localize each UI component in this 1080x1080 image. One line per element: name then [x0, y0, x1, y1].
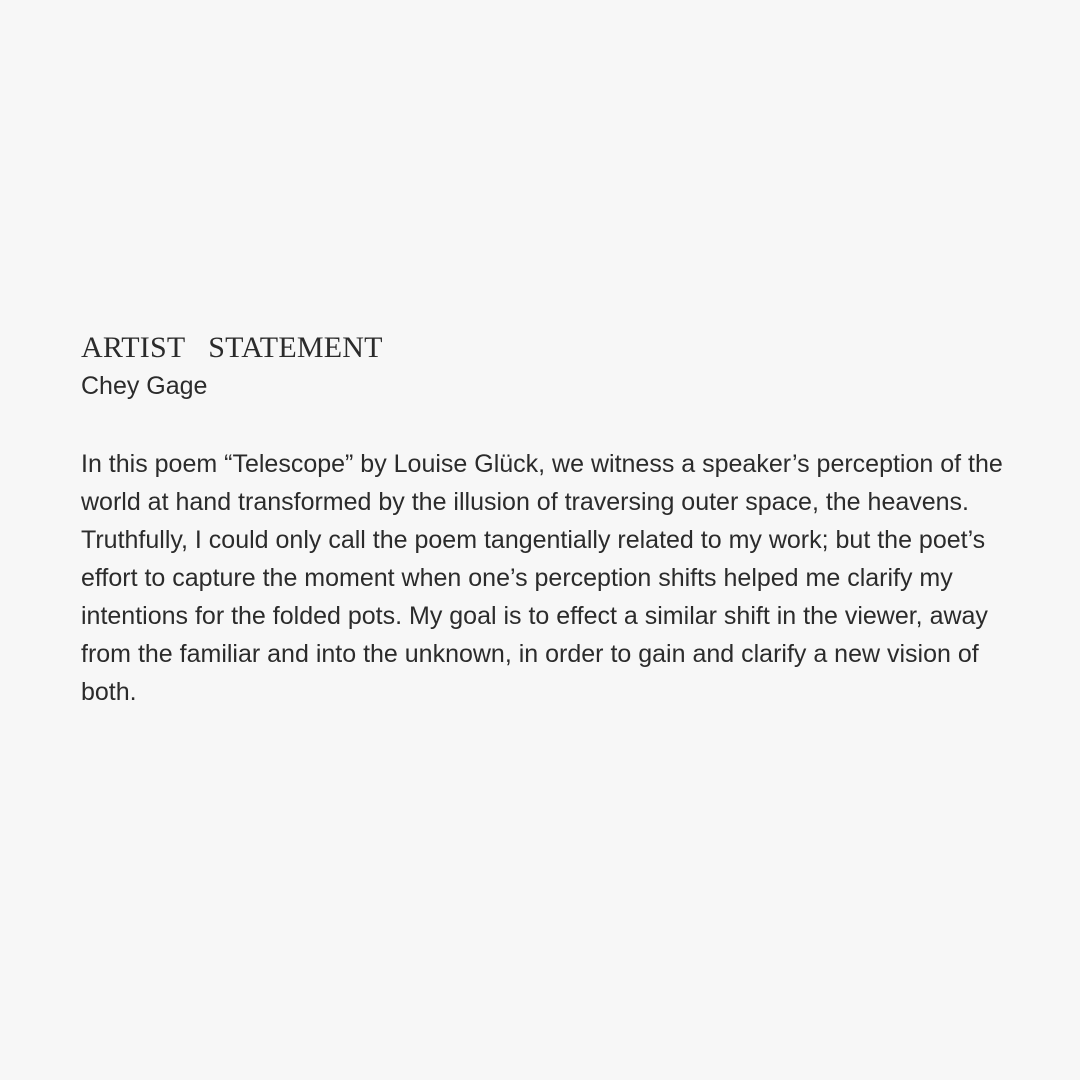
statement-heading: ARTIST STATEMENT	[81, 331, 383, 364]
statement-body: In this poem “Telescope” by Louise Glück, we witness a speaker’s perception of the world at hand transformed by the illusion of traversing outer space, the heavens. Truthfully, I could only call the poem tangentially related to my work; but the poet’s effort to capture the moment when one’s perception shifts helped me clarify my intentions for the folded pots. My goal is to effect a similar shift in the viewer, away from the familiar and into the unknown, in order to gain and clarify a new vision of both.	[81, 450, 1003, 706]
author-name: Chey Gage	[81, 372, 208, 400]
artist-statement	[81, 328, 1006, 711]
